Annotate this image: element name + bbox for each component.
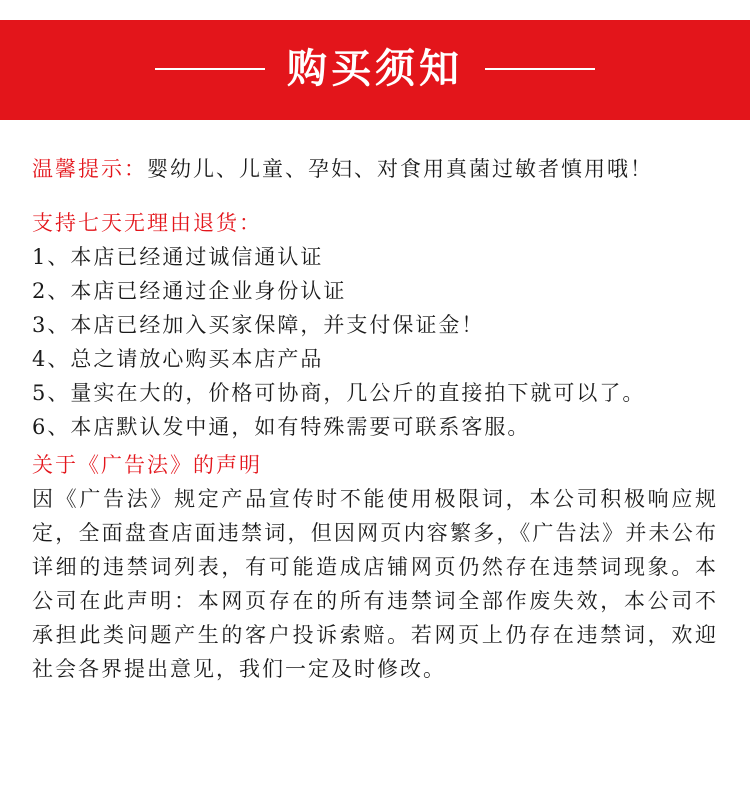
header-line-right [485,68,595,70]
ad-law-statement: 因《广告法》规定产品宣传时不能使用极限词，本公司积极响应规定，全面盘查店面违禁词，但因网页内容繁多，《广告法》并未公布详细的违禁词列表，有可能造成店铺网页仍然存在违禁词现象。本公司在此声明：本网页存在的所有违禁词全部作废失效，本公司不承担此类问题产生的客户投诉索赔。若网页上仍存在违禁词，欢迎社会各界提出意见，我们一定及时修改。 [32,487,718,681]
policy-item-6: 6、本店默认发中通，如有特殊需要可联系客服。 [32,415,531,439]
warm-tip [32,152,718,186]
warm-tip-text: 婴幼儿、儿童、孕妇、对食用真菌过敏者慎用哦！ [147,157,653,181]
policy-item-3: 3、本店已经加入买家保障，并支付保证金！ [32,313,485,337]
page-title: 购买须知 [287,45,463,92]
header-banner [0,20,750,120]
ad-law-title: 关于《广告法》的声明 [32,453,262,477]
policy-list [32,240,718,444]
notice-content [0,120,750,686]
return-policy-title: 支持七天无理由退货： [32,211,262,235]
warm-tip-label: 温馨提示： [32,157,147,181]
policy-item-1: 1、本店已经通过诚信通认证 [32,245,324,269]
policy-item-4: 4、总之请放心购买本店产品 [32,347,324,371]
top-spacer [0,0,750,20]
policy-item-2: 2、本店已经通过企业身份认证 [32,279,347,303]
header-line-left [155,68,265,70]
policy-item-5: 5、量实在大的，价格可协商，几公斤的直接拍下就可以了。 [32,381,646,405]
